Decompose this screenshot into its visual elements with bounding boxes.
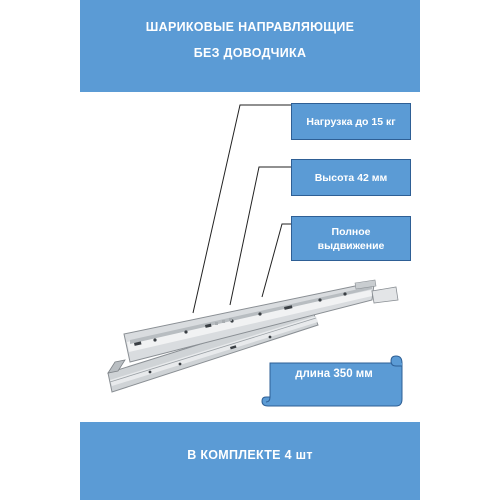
- extension-label-line-2: выдвижение: [317, 239, 385, 252]
- length-label: длина 350 мм: [295, 368, 373, 380]
- load-label-box: [291, 103, 411, 140]
- height-label: Высота 42 мм: [314, 171, 388, 184]
- footer-title: В КОМПЛЕКТЕ 4 шт: [187, 448, 313, 462]
- load-label: Нагрузка до 15 кг: [306, 115, 396, 128]
- leader-line-height: [230, 167, 291, 305]
- leader-line-extension: [262, 224, 291, 297]
- header-line-2: БЕЗ ДОВОДЧИКА: [193, 46, 307, 60]
- length-scroll: [262, 356, 402, 406]
- header-line-1: ШАРИКОВЫЕ НАПРАВЛЯЮЩИЕ: [145, 20, 355, 34]
- height-label-box: [291, 159, 411, 196]
- leader-lines: [193, 105, 291, 313]
- extension-label-box: [291, 216, 411, 261]
- extension-label-line-1: Полное: [331, 225, 371, 238]
- leader-line-load: [193, 105, 291, 313]
